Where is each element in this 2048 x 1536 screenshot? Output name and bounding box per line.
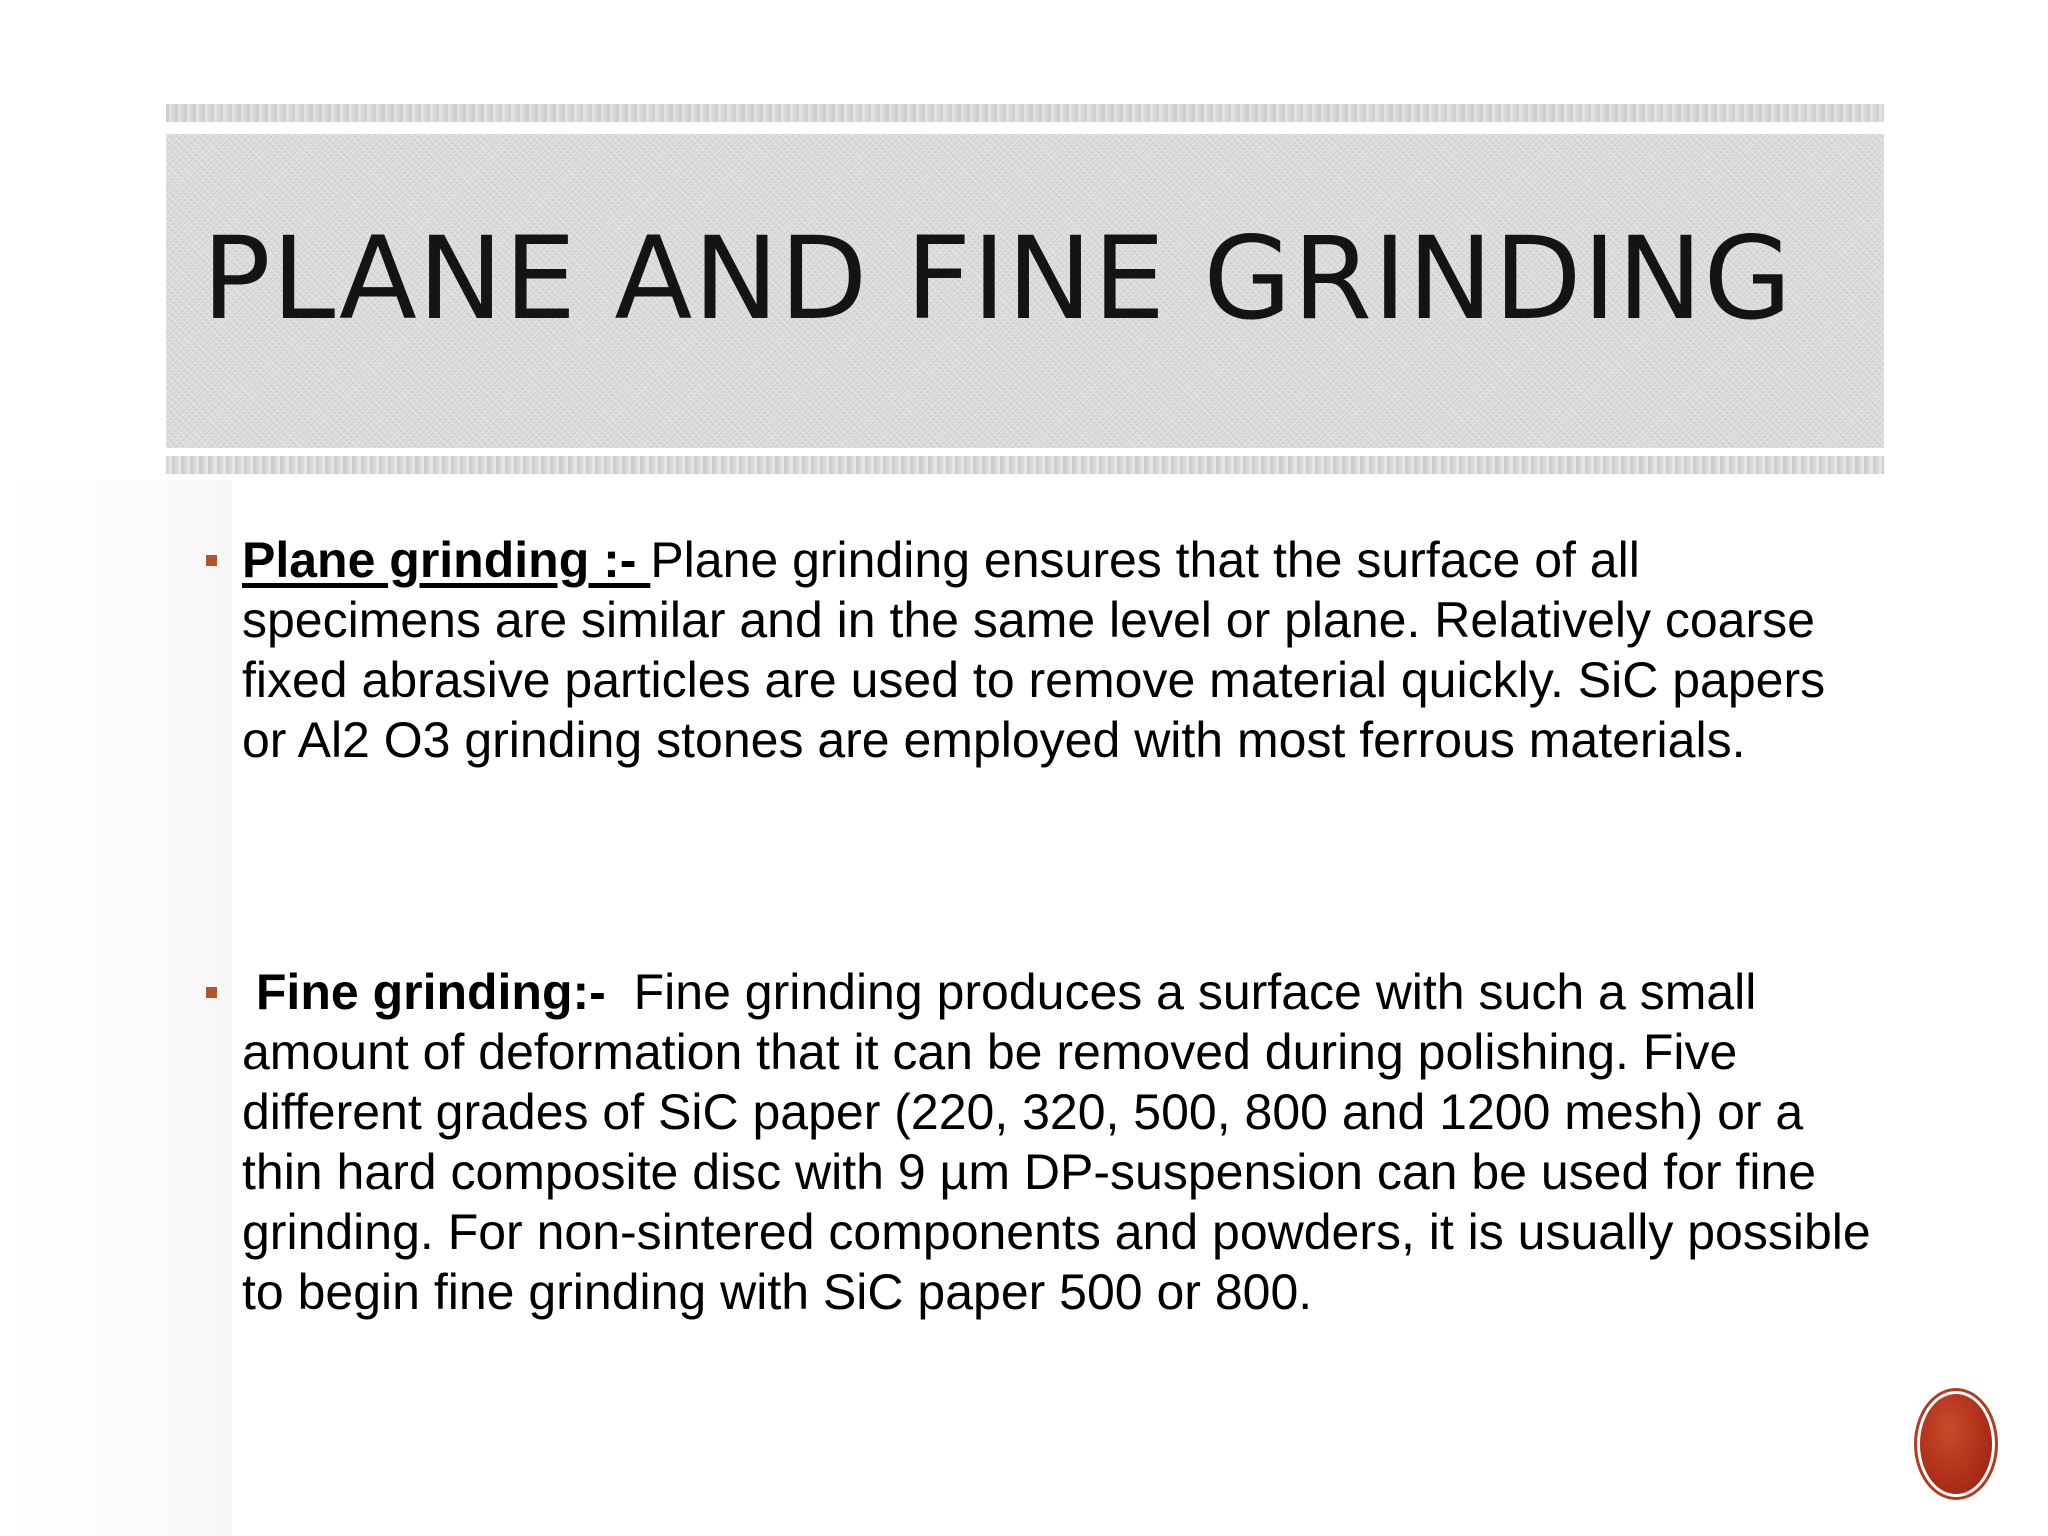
bullet-fine-grinding	[242, 962, 1882, 1322]
bullet-marker-icon	[206, 555, 217, 566]
title-band-top-stripe	[166, 104, 1884, 122]
bullet-plane-grinding	[242, 530, 1882, 770]
bullet-text: Plane grinding ensures that the surface of all specimens are similar and in the same level or plane. Relatively coarse fixed abrasive particles are used to remove material quickly. SiC papers or Al2 O3 grinding stones are employed with most ferrous materials.	[242, 532, 1826, 768]
bullet-marker-icon	[206, 987, 217, 998]
title-band-bottom-stripe	[166, 456, 1884, 474]
bullet-term: Plane grinding :-	[242, 532, 651, 588]
next-slide-circle-icon[interactable]	[1920, 1394, 1992, 1494]
bullet-text: Fine grinding produces a surface with such a small amount of deformation that it can be removed during polishing. Five different grades of SiC paper (220, 320, 500, 800 and 1200 mesh) or a thin hard composite disc with 9 µm DP-suspension can be used for fine grinding. For non-sintered components and powders, it is usually possible to begin fine grinding with SiC paper 500 or 800.	[242, 964, 1871, 1320]
background-shade	[0, 480, 232, 1536]
page-title: PLANE AND FINE GRINDING	[202, 212, 1793, 345]
bullet-term: Fine grinding:-	[242, 964, 634, 1020]
